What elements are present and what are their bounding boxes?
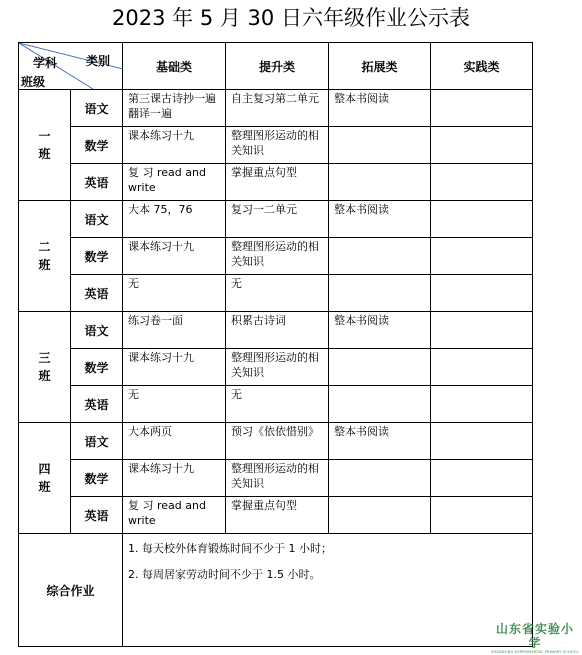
basic-cell: 课本练习十九 [123,349,226,386]
class-name-cell [19,312,71,423]
practice-cell [431,312,533,349]
table-row [19,460,533,497]
subject-cell: 语文 [71,201,123,238]
class-name: 四班 [38,462,51,494]
subject-cell: 英语 [71,275,123,312]
subject-cell: 语文 [71,312,123,349]
table-row [19,423,533,460]
basic-cell: 大本两页 [123,423,226,460]
homework-table [18,42,533,647]
extend-cell [329,238,431,275]
table-row [19,164,533,201]
basic-cell: 复 习 read and write [123,497,226,534]
subject-cell: 语文 [71,423,123,460]
corner-category-label: 类别 [86,54,111,68]
improve-cell: 无 [226,275,329,312]
school-logo [490,622,580,655]
subject-cell: 数学 [71,238,123,275]
header-basic: 基础类 [123,43,226,90]
table-row [19,386,533,423]
practice-cell [431,275,533,312]
basic-cell: 课本练习十九 [123,238,226,275]
practice-cell [431,127,533,164]
improve-cell: 整理图形运动的相关知识 [226,460,329,497]
extend-cell [329,497,431,534]
improve-cell: 整理图形运动的相关知识 [226,238,329,275]
basic-cell: 无 [123,275,226,312]
practice-cell [431,164,533,201]
logo-chinese-name: 山东省实验小学 [495,622,574,650]
class-name: 三班 [38,351,51,383]
practice-cell [431,460,533,497]
subject-cell: 数学 [71,349,123,386]
corner-cell [19,43,123,90]
extend-cell: 整本书阅读 [329,423,431,460]
subject-cell: 语文 [71,90,123,127]
extend-cell: 整本书阅读 [329,90,431,127]
practice-cell [431,201,533,238]
table-body [19,43,533,647]
summary-label: 综合作业 [19,534,123,647]
practice-cell [431,90,533,127]
subject-cell: 英语 [71,497,123,534]
improve-cell: 无 [226,386,329,423]
logo-english-name: SHANDONG EXPERIMENTAL PRIMARY SCHOOL [491,650,579,654]
header-row [19,43,533,90]
extend-cell [329,349,431,386]
subject-cell: 数学 [71,460,123,497]
table-row [19,90,533,127]
improve-cell: 复习一二单元 [226,201,329,238]
table-row [19,275,533,312]
basic-cell: 课本练习十九 [123,460,226,497]
class-name-cell [19,90,71,201]
summary-row [19,534,533,647]
table-row [19,497,533,534]
class-name: 二班 [38,240,51,272]
table-row [19,127,533,164]
improve-cell: 预习《依依惜别》 [226,423,329,460]
extend-cell: 整本书阅读 [329,312,431,349]
improve-cell: 自主复习第二单元 [226,90,329,127]
practice-cell [431,423,533,460]
basic-cell: 第三课古诗抄一遍翻译一遍 [123,90,226,127]
basic-cell: 大本 75，76 [123,201,226,238]
improve-cell: 掌握重点句型 [226,164,329,201]
practice-cell [431,349,533,386]
class-name-cell [19,201,71,312]
subject-cell: 英语 [71,164,123,201]
page-title: 2023 年 5 月 30 日六年级作业公示表 [112,6,470,30]
basic-cell: 课本练习十九 [123,127,226,164]
basic-cell: 无 [123,386,226,423]
summary-item: 1. 每天校外体育锻炼时间不少于 1 小时； [128,542,332,555]
practice-cell [431,497,533,534]
subject-cell: 数学 [71,127,123,164]
improve-cell: 积累古诗词 [226,312,329,349]
class-name: 一班 [38,129,51,161]
table-row [19,349,533,386]
summary-item: 2. 每周居家劳动时间不少于 1.5 小时。 [128,568,321,581]
table-row [19,312,533,349]
subject-cell: 英语 [71,386,123,423]
extend-cell [329,386,431,423]
practice-cell [431,386,533,423]
extend-cell [329,164,431,201]
practice-cell [431,238,533,275]
header-extend: 拓展类 [329,43,431,90]
table-row [19,201,533,238]
basic-cell: 复 习 read and write [123,164,226,201]
corner-subject-label: 学科 [33,56,58,70]
improve-cell: 掌握重点句型 [226,497,329,534]
summary-content [123,534,533,647]
improve-cell: 整理图形运动的相关知识 [226,349,329,386]
extend-cell [329,460,431,497]
header-practice: 实践类 [431,43,533,90]
improve-cell: 整理图形运动的相关知识 [226,127,329,164]
extend-cell [329,127,431,164]
class-name-cell [19,423,71,534]
basic-cell: 练习卷一面 [123,312,226,349]
corner-class-label: 班级 [21,75,46,89]
extend-cell: 整本书阅读 [329,201,431,238]
header-improve: 提升类 [226,43,329,90]
table-row [19,238,533,275]
extend-cell [329,275,431,312]
